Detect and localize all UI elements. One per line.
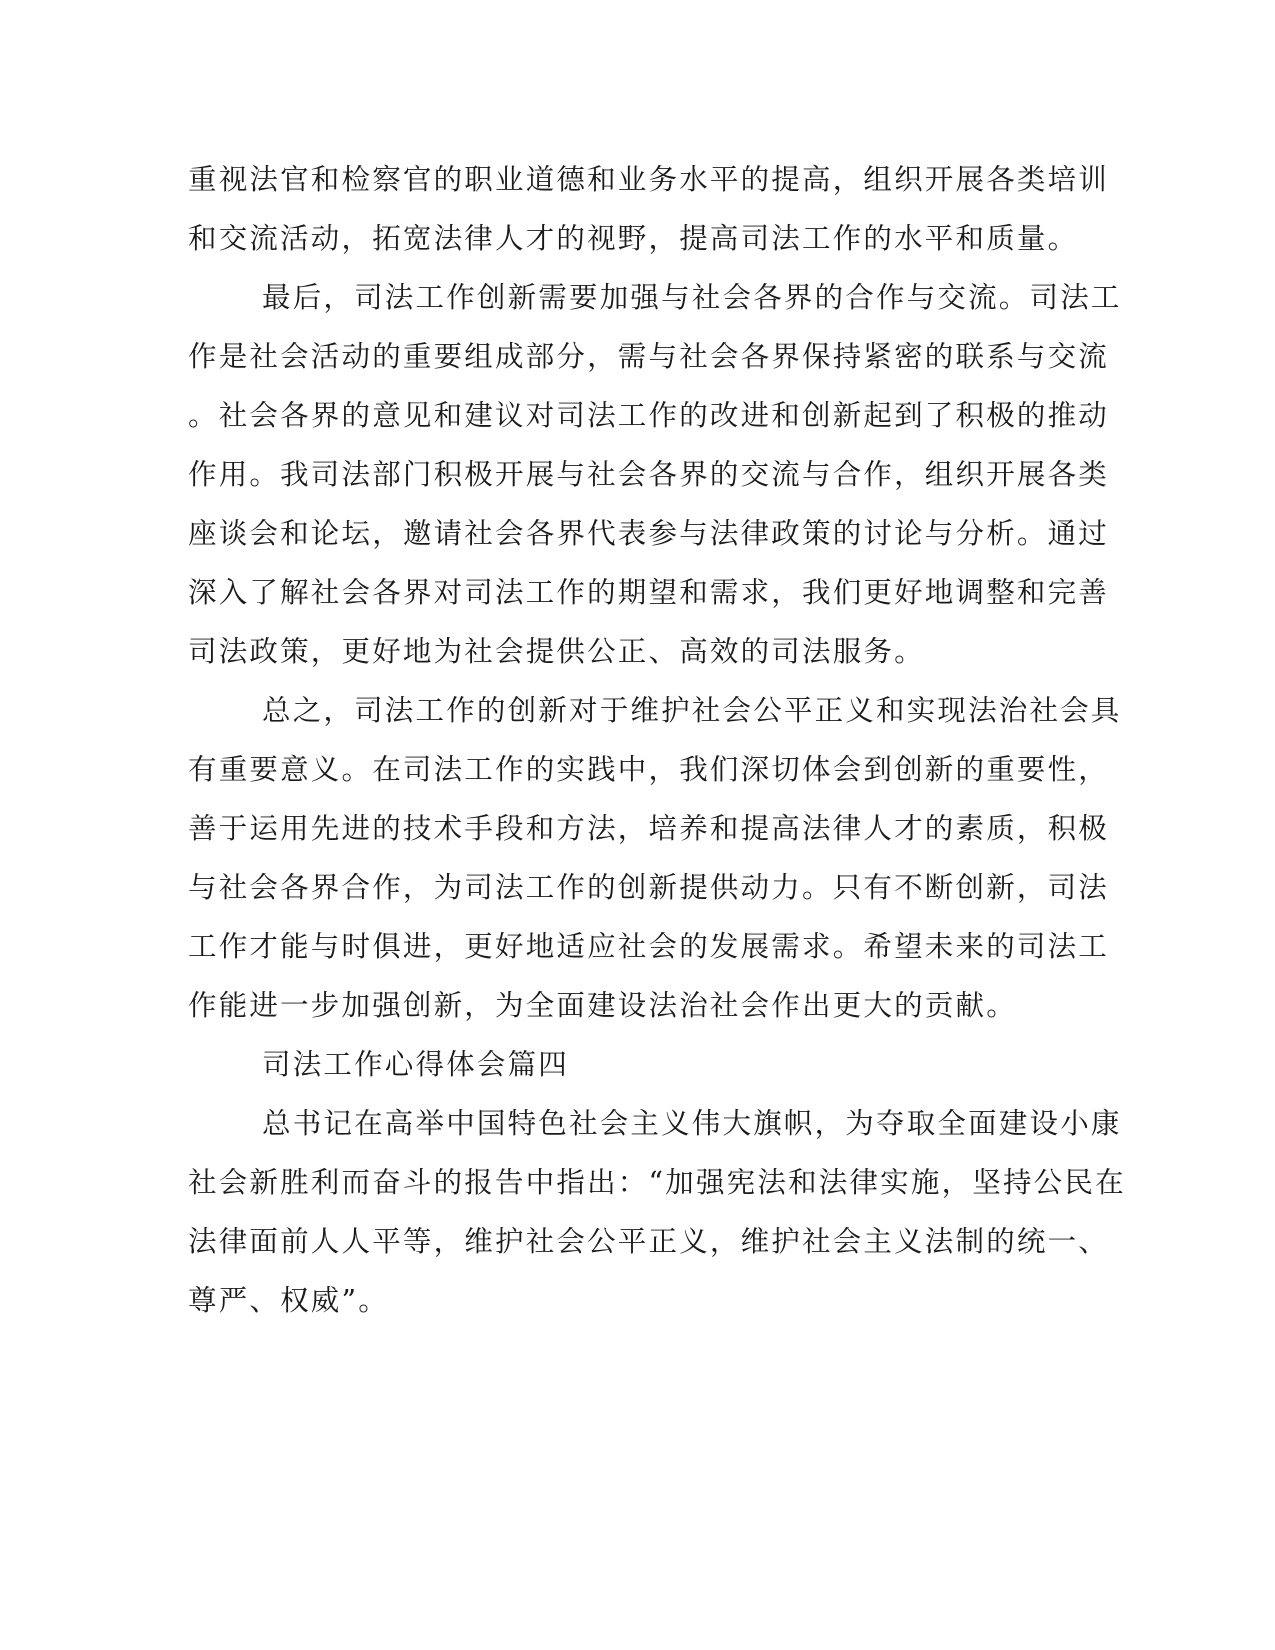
paragraph-start-line: 总书记在高举中国特色社会主义伟大旗帜，为夺取全面建设小康 bbox=[262, 1107, 1122, 1140]
text-line: 司法政策，更好地为社会提供公正、高效的司法服务。 bbox=[188, 635, 925, 668]
text-line: 作能进一步加强创新，为全面建设法治社会作出更大的贡献。 bbox=[188, 989, 1017, 1022]
text-line: 社会新胜利而奋斗的报告中指出：“加强宪法和法律实施，坚持公民在 bbox=[188, 1166, 1126, 1199]
paragraph-start-line: 最后，司法工作创新需要加强与社会各界的合作与交流。司法工 bbox=[262, 281, 1122, 314]
text-line: 善于运用先进的技术手段和方法，培养和提高法律人才的素质，积极 bbox=[188, 812, 1110, 845]
text-line: 作是社会活动的重要组成部分，需与社会各界保持紧密的联系与交流 bbox=[188, 340, 1110, 373]
text-line: 尊严、权威”。 bbox=[188, 1284, 389, 1317]
text-line: 与社会各界合作，为司法工作的创新提供动力。只有不断创新，司法 bbox=[188, 871, 1110, 904]
text-line: 和交流活动，拓宽法律人才的视野，提高司法工作的水平和质量。 bbox=[188, 222, 1079, 255]
text-line: 工作才能与时俱进，更好地适应社会的发展需求。希望未来的司法工 bbox=[188, 930, 1110, 963]
text-line: 法律面前人人平等，维护社会公平正义，维护社会主义法制的统一、 bbox=[188, 1225, 1110, 1258]
text-line: 重视法官和检察官的职业道德和业务水平的提高，组织开展各类培训 bbox=[188, 163, 1110, 196]
paragraph-start-line: 总之，司法工作的创新对于维护社会公平正义和实现法治社会具 bbox=[262, 694, 1122, 727]
section-heading: 司法工作心得体会篇四 bbox=[262, 1048, 570, 1081]
text-line: 。社会各界的意见和建议对司法工作的改进和创新起到了积极的推动 bbox=[188, 399, 1110, 432]
text-line: 作用。我司法部门积极开展与社会各界的交流与合作，组织开展各类 bbox=[188, 458, 1110, 491]
text-line: 座谈会和论坛，邀请社会各界代表参与法律政策的讨论与分析。通过 bbox=[188, 517, 1110, 550]
text-line: 深入了解社会各界对司法工作的期望和需求，我们更好地调整和完善 bbox=[188, 576, 1110, 609]
text-line: 有重要意义。在司法工作的实践中，我们深切体会到创新的重要性， bbox=[188, 753, 1110, 786]
